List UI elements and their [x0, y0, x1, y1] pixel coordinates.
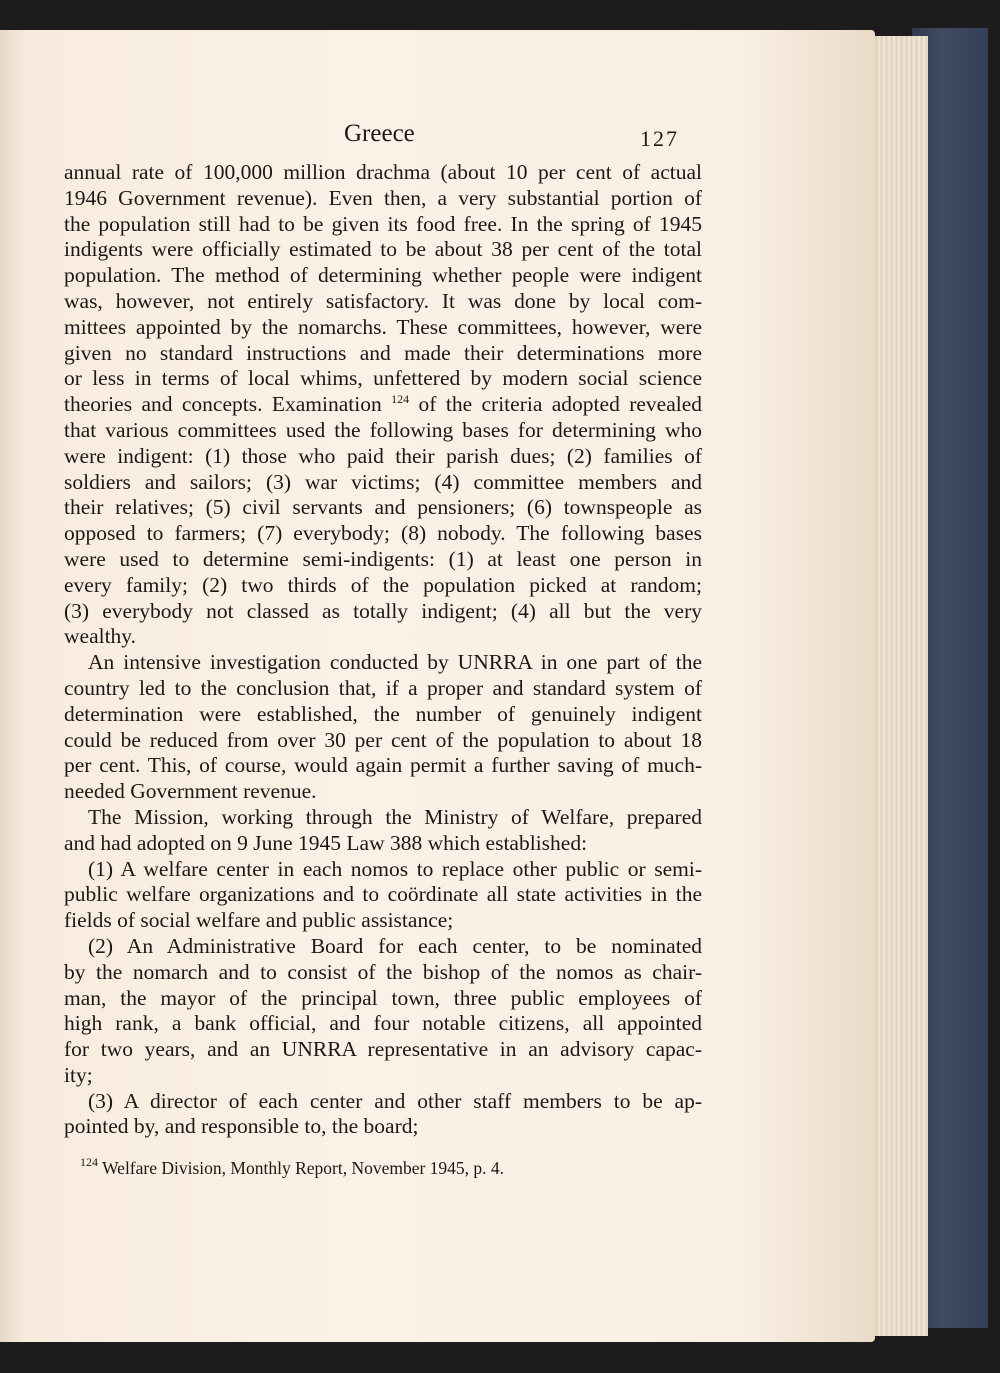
text-line: man, the mayor of the principal town, three public employees of [64, 985, 702, 1010]
text-fragment: of the criteria adopted revealed [418, 392, 703, 417]
text-line-with-footnote-ref [64, 392, 702, 418]
text-line: (3) A director of each center and other staff members to be ap- [88, 1088, 702, 1113]
running-title: Greece [344, 120, 415, 147]
text-line: every family; (2) two thirds of the population picked at random; [64, 572, 702, 597]
text-line: The Mission, working through the Ministry of Welfare, prepared [88, 804, 702, 829]
text-line: (2) An Administrative Board for each center, to be nominated [88, 933, 702, 958]
text-fragment: theories and concepts. Examination [64, 392, 382, 417]
text-line: mittees appointed by the nomarchs. These committees, however, were [64, 314, 702, 339]
footnote-reference: 124 [391, 392, 410, 407]
text-line: public welfare organizations and to coördinate all state activities in the [64, 882, 702, 907]
text-line: population. The method of determining whether people were indigent [64, 263, 702, 288]
text-line: ity; [64, 1062, 93, 1087]
page-number: 127 [640, 126, 679, 151]
text-line: fields of social welfare and public assistance; [64, 908, 454, 933]
text-line: were used to determine semi-indigents: (1) at least one person in [64, 546, 702, 571]
text-line: high rank, a bank official, and four notable citizens, all appointed [64, 1011, 702, 1036]
footnote-number: 124 [80, 1155, 98, 1169]
text-line: (1) A welfare center in each nomos to replace other public or semi- [88, 856, 702, 881]
text-line: and had adopted on 9 June 1945 Law 388 which established: [64, 830, 588, 855]
text-line: the population still had to be given its food free. In the spring of 1945 [64, 211, 702, 236]
footnote [80, 1157, 720, 1179]
text-line: pointed by, and responsible to, the board; [64, 1114, 419, 1139]
text-line: needed Government revenue. [64, 779, 317, 804]
text-line: per cent. This, of course, would again permit a further saving of much- [64, 753, 702, 778]
text-line: their relatives; (5) civil servants and pensioners; (6) townspeople as [64, 495, 702, 520]
text-line: country led to the conclusion that, if a proper and standard system of [64, 675, 702, 700]
text-line: (3) everybody not classed as totally indigent; (4) all but the very [64, 598, 702, 623]
text-line: given no standard instructions and made their determinations more [64, 340, 702, 365]
text-line: annual rate of 100,000 million drachma (about 10 per cent of actual [64, 160, 702, 184]
text-line: were indigent: (1) those who paid their parish dues; (2) families of [64, 443, 702, 468]
text-line: was, however, not entirely satisfactory. It was done by local com- [64, 288, 702, 313]
text-line: wealthy. [64, 624, 137, 649]
text-line: by the nomarch and to consist of the bishop of the nomos as chair- [64, 959, 702, 984]
body-text [64, 160, 702, 1140]
text-line: or less in terms of local whims, unfettered by modern social science [64, 366, 702, 391]
text-line: for two years, and an UNRRA representative in an advisory capac- [64, 1037, 702, 1062]
text-line: determination were established, the number of genuinely indigent [64, 701, 702, 726]
text-line: An intensive investigation conducted by UNRRA in one part of the [88, 650, 702, 675]
text-line: indigents were officially estimated to be about 38 per cent of the total [64, 237, 702, 262]
text-line: 1946 Government revenue). Even then, a very substantial portion of [64, 185, 702, 210]
text-line: opposed to farmers; (7) everybody; (8) nobody. The following bases [64, 521, 702, 546]
text-line: that various committees used the following bases for determining who [64, 417, 702, 442]
text-line: soldiers and sailors; (3) war victims; (4) committee members and [64, 469, 702, 494]
text-line: could be reduced from over 30 per cent of the population to about 18 [64, 727, 702, 752]
footnote-text: Welfare Division, Monthly Report, November 1945, p. 4. [102, 1158, 505, 1178]
